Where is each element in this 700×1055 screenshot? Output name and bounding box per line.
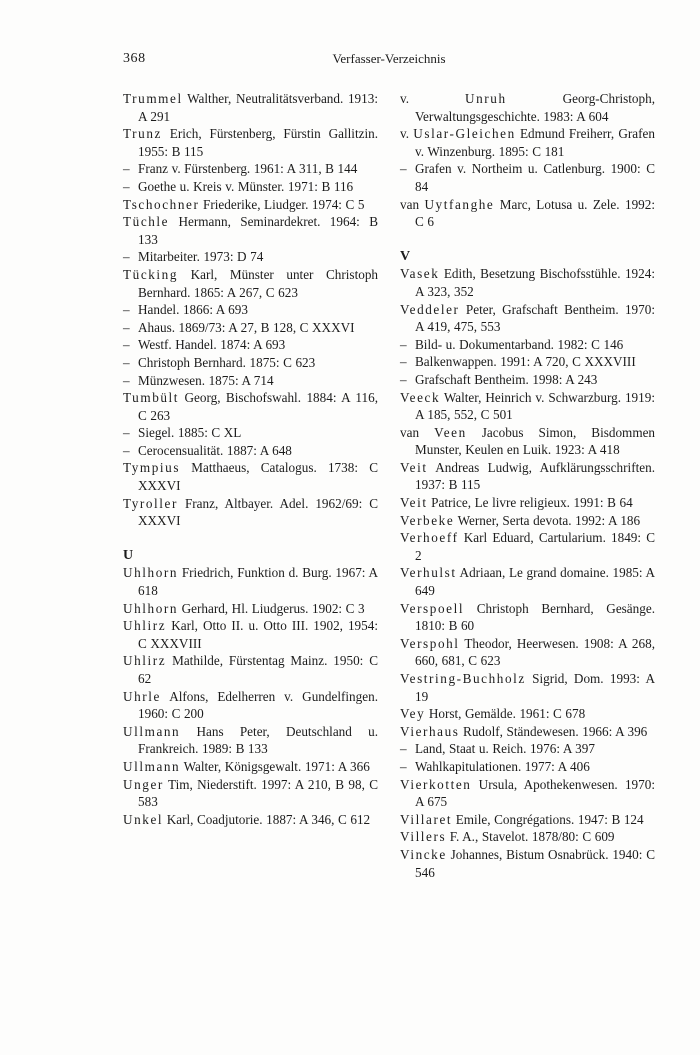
entry-text: Christoph Bernhard, Gesänge. 1810: B 60 xyxy=(415,600,655,634)
entry-text: Rudolf, Ständewesen. 1966: A 396 xyxy=(463,723,648,739)
index-entry xyxy=(400,740,655,758)
entry-text: Grafen v. Northeim u. Catlenburg. 1900: C 84 xyxy=(415,161,655,194)
repeat-dash: – xyxy=(400,758,407,774)
author-surname: Vincke xyxy=(400,846,447,862)
index-entry xyxy=(400,459,655,494)
repeat-dash: – xyxy=(123,337,130,353)
index-column-right xyxy=(400,90,655,881)
index-entry xyxy=(400,828,655,846)
section-letter: U xyxy=(123,547,134,563)
index-entry xyxy=(123,617,378,652)
index-entry xyxy=(400,196,655,231)
entry-text: Ahaus. 1869/73: A 27, B 128, C XXXVI xyxy=(138,319,355,335)
entry-text: Walther, Neutralitätsverband. 1913: A 291 xyxy=(138,91,378,124)
entry-text: Edith, Besetzung Bischofsstühle. 1924: A 323, 352 xyxy=(415,266,655,299)
repeat-dash: – xyxy=(400,354,407,370)
entry-text: Andreas Ludwig, Aufklärungsschriften. 1937: B 115 xyxy=(415,459,655,493)
entry-text: Friederike, Liudger. 1974: C 5 xyxy=(203,196,365,212)
index-entry xyxy=(123,196,378,214)
repeat-dash: – xyxy=(123,161,130,177)
index-entry xyxy=(123,424,378,442)
section-letter: V xyxy=(400,248,411,264)
author-surname: Tyroller xyxy=(123,495,178,511)
entry-text: Alfons, Edelherren v. Gundelfingen. 1960: C 200 xyxy=(138,688,378,722)
index-entry xyxy=(400,494,655,512)
entry-text: Georg-Christoph, Verwaltungsgeschichte. 1983: A 604 xyxy=(415,91,656,124)
author-surname: Unger xyxy=(123,776,164,792)
repeat-dash: – xyxy=(123,178,130,194)
entry-text: Grafschaft Bentheim. 1998: A 243 xyxy=(415,371,598,387)
name-prefix: van xyxy=(400,424,420,440)
repeat-dash: – xyxy=(400,161,407,177)
author-surname: Tüchle xyxy=(123,214,170,230)
author-surname: Veit xyxy=(400,495,428,511)
index-entry xyxy=(400,705,655,723)
entry-text: Westf. Handel. 1874: A 693 xyxy=(138,337,286,353)
author-surname: Verhoeff xyxy=(400,530,459,546)
entry-text: Goethe u. Kreis v. Münster. 1971: B 116 xyxy=(138,178,354,194)
entry-text: Siegel. 1885: C XL xyxy=(138,425,242,441)
index-entry xyxy=(400,353,655,371)
entry-text: Johannes, Bistum Osnabrück. 1940: C 546 xyxy=(415,846,655,880)
author-surname: Verspoell xyxy=(400,600,465,616)
index-entry xyxy=(123,652,378,687)
author-surname: Uhlirz xyxy=(123,618,167,634)
author-surname: Vasek xyxy=(400,266,440,282)
author-surname: Vierkotten xyxy=(400,776,472,792)
index-entry xyxy=(123,688,378,723)
entry-text: Theodor, Heerwesen. 1908: A 268, 660, 681, C 623 xyxy=(415,635,655,669)
repeat-dash: – xyxy=(123,425,130,441)
entry-text: Gerhard, Hl. Liudgerus. 1902: C 3 xyxy=(181,600,365,616)
author-surname: Unruh xyxy=(465,91,507,106)
author-surname: Ullmann xyxy=(123,758,181,774)
author-surname: Tumbült xyxy=(123,390,180,406)
name-prefix: v. xyxy=(400,91,410,106)
index-entry xyxy=(123,301,378,319)
index-entry xyxy=(400,336,655,354)
entry-text: Walter, Heinrich v. Schwarzburg. 1919: A 185, 552, C 501 xyxy=(415,389,656,423)
entry-text: Hans Peter, Deutschland u. Frankreich. 1989: B 133 xyxy=(138,723,378,757)
repeat-dash: – xyxy=(123,354,130,370)
repeat-dash: – xyxy=(123,249,130,265)
index-entry xyxy=(400,424,655,459)
entry-text: Bild- u. Dokumentarband. 1982: C 146 xyxy=(415,336,624,352)
entry-text: Hermann, Seminardekret. 1964: B 133 xyxy=(138,214,379,247)
entry-text: Marc, Lotusa u. Zele. 1992: C 6 xyxy=(415,196,656,230)
entry-text: Karl, Otto II. u. Otto III. 1902, 1954: C XXXVIII xyxy=(138,618,379,651)
entry-text: Horst, Gemälde. 1961: C 678 xyxy=(428,706,586,722)
index-entry xyxy=(400,600,655,635)
entry-text: Jacobus Simon, Bisdommen Munster, Keulen en Luik. 1923: A 418 xyxy=(415,424,656,458)
author-surname: Veen xyxy=(434,424,467,440)
author-surname: Vierhaus xyxy=(400,723,460,739)
index-entry xyxy=(123,266,378,301)
author-surname: Uhlirz xyxy=(123,653,167,669)
index-entry xyxy=(123,811,378,829)
index-entry xyxy=(123,90,378,125)
entry-text: Christoph Bernhard. 1875: C 623 xyxy=(138,354,316,370)
index-entry xyxy=(400,512,655,530)
author-surname: Vestring-Buchholz xyxy=(400,671,526,686)
entry-text: Adriaan, Le grand domaine. 1985: A 649 xyxy=(415,565,655,599)
entry-text: Edmund Freiherr, Grafen v. Winzenburg. 1895: C 181 xyxy=(415,126,655,159)
author-surname: Tympius xyxy=(123,460,181,476)
repeat-dash: – xyxy=(400,371,407,387)
running-title: Verfasser-Verzeichnis xyxy=(332,51,446,66)
author-surname: Trunz xyxy=(123,126,162,142)
repeat-dash: – xyxy=(123,302,130,318)
index-entry xyxy=(123,336,378,354)
entry-text: Handel. 1866: A 693 xyxy=(138,302,248,318)
author-surname: Verhulst xyxy=(400,565,457,581)
entry-text: Georg, Bischofswahl. 1884: A 116, C 263 xyxy=(138,390,378,423)
index-entry xyxy=(123,319,378,337)
entry-text: Emile, Congrégations. 1947: B 124 xyxy=(455,811,644,827)
index-entry xyxy=(400,811,655,829)
author-surname: Villers xyxy=(400,829,447,845)
entry-text: Sigrid, Dom. 1993: A 19 xyxy=(415,671,655,704)
entry-text: Peter, Grafschaft Bentheim. 1970: A 419, 475, 553 xyxy=(415,301,656,335)
repeat-dash: – xyxy=(400,741,407,757)
index-entry xyxy=(123,372,378,390)
author-surname: Villaret xyxy=(400,811,453,827)
author-surname: Uslar-Gleichen xyxy=(413,126,516,142)
entry-text: Mitarbeiter. 1973: D 74 xyxy=(138,249,264,265)
page-header xyxy=(123,50,655,68)
index-entry xyxy=(123,213,378,248)
author-surname: Verspohl xyxy=(400,635,460,651)
index-entry xyxy=(400,723,655,741)
entry-text: Erich, Fürstenberg, Fürstin Gallitzin. 1955: B 115 xyxy=(138,126,379,159)
author-surname: Uhlhorn xyxy=(123,600,179,616)
index-entry xyxy=(400,758,655,776)
index-entry xyxy=(400,776,655,811)
author-surname: Ullmann xyxy=(123,723,181,739)
index-entry xyxy=(400,160,655,195)
author-surname: Trummel xyxy=(123,91,183,106)
index-entry xyxy=(400,371,655,389)
index-entry xyxy=(400,265,655,300)
entry-text: Cerocensualität. 1887: A 648 xyxy=(138,442,292,458)
index-entry xyxy=(123,776,378,811)
entry-text: Ursula, Apothekenwesen. 1970: A 675 xyxy=(415,776,655,810)
page-number: 368 xyxy=(123,51,146,66)
entry-text: Wahlkapitulationen. 1977: A 406 xyxy=(415,758,590,774)
index-entry xyxy=(400,635,655,670)
index-entry xyxy=(400,564,655,599)
author-surname: Uytfanghe xyxy=(424,196,495,212)
index-entry xyxy=(400,529,655,564)
author-surname: Vey xyxy=(400,706,426,722)
author-surname: Tücking xyxy=(123,266,179,282)
repeat-dash: – xyxy=(123,319,130,335)
author-surname: Unkel xyxy=(123,811,164,827)
index-entry xyxy=(123,459,378,494)
index-entry xyxy=(123,354,378,372)
entry-text: Balkenwappen. 1991: A 720, C XXXVIII xyxy=(415,354,636,370)
author-surname: Tschochner xyxy=(123,196,200,212)
index-columns xyxy=(123,90,655,881)
entry-text: Werner, Serta devota. 1992: A 186 xyxy=(457,512,641,528)
entry-text: Matthaeus, Catalogus. 1738: C XXXVI xyxy=(138,460,379,494)
entry-text: F. A., Stavelot. 1878/80: C 609 xyxy=(449,829,615,845)
index-entry xyxy=(123,564,378,599)
index-entry xyxy=(123,758,378,776)
entry-text: Patrice, Le livre religieux. 1991: B 64 xyxy=(431,495,633,511)
index-entry xyxy=(123,442,378,460)
index-entry xyxy=(123,160,378,178)
entry-text: Tim, Niederstift. 1997: A 210, B 98, C 583 xyxy=(138,776,378,810)
index-entry xyxy=(123,248,378,266)
author-surname: Veddeler xyxy=(400,301,460,317)
index-entry xyxy=(400,125,655,160)
index-entry xyxy=(123,600,378,618)
entry-text: Mathilde, Fürstentag Mainz. 1950: C 62 xyxy=(138,653,379,686)
repeat-dash: – xyxy=(123,442,130,458)
repeat-dash: – xyxy=(400,336,407,352)
author-surname: Verbeke xyxy=(400,512,455,528)
entry-text: Franz, Altbayer. Adel. 1962/69: C XXXVI xyxy=(138,495,378,529)
entry-text: Land, Staat u. Reich. 1976: A 397 xyxy=(415,741,595,757)
name-prefix: v. xyxy=(400,126,410,142)
entry-text: Karl, Münster unter Christoph Bernhard. 1865: A 267, C 623 xyxy=(138,266,379,300)
author-surname: Veeck xyxy=(400,389,441,405)
index-entry xyxy=(123,389,378,424)
author-surname: Veit xyxy=(400,459,428,475)
index-entry xyxy=(400,90,655,125)
index-entry xyxy=(400,670,655,705)
index-entry xyxy=(123,723,378,758)
name-prefix: van xyxy=(400,196,420,212)
entry-text: Karl Eduard, Cartularium. 1849: C 2 xyxy=(415,530,655,563)
entry-text: Franz v. Fürstenberg. 1961: A 311, B 144 xyxy=(138,161,358,177)
index-entry xyxy=(400,301,655,336)
entry-text: Friedrich, Funktion d. Burg. 1967: A 618 xyxy=(138,565,379,599)
author-surname: Uhlhorn xyxy=(123,565,179,581)
index-entry xyxy=(123,495,378,530)
entry-text: Karl, Coadjutorie. 1887: A 346, C 612 xyxy=(166,811,371,827)
repeat-dash: – xyxy=(123,372,130,388)
author-surname: Uhrle xyxy=(123,688,161,704)
entry-text: Münzwesen. 1875: A 714 xyxy=(138,372,274,388)
index-entry xyxy=(400,846,655,881)
index-entry xyxy=(123,125,378,160)
index-entry xyxy=(123,178,378,196)
entry-text: Walter, Königsgewalt. 1971: A 366 xyxy=(183,758,370,774)
index-entry xyxy=(400,389,655,424)
index-column-left xyxy=(123,90,378,881)
